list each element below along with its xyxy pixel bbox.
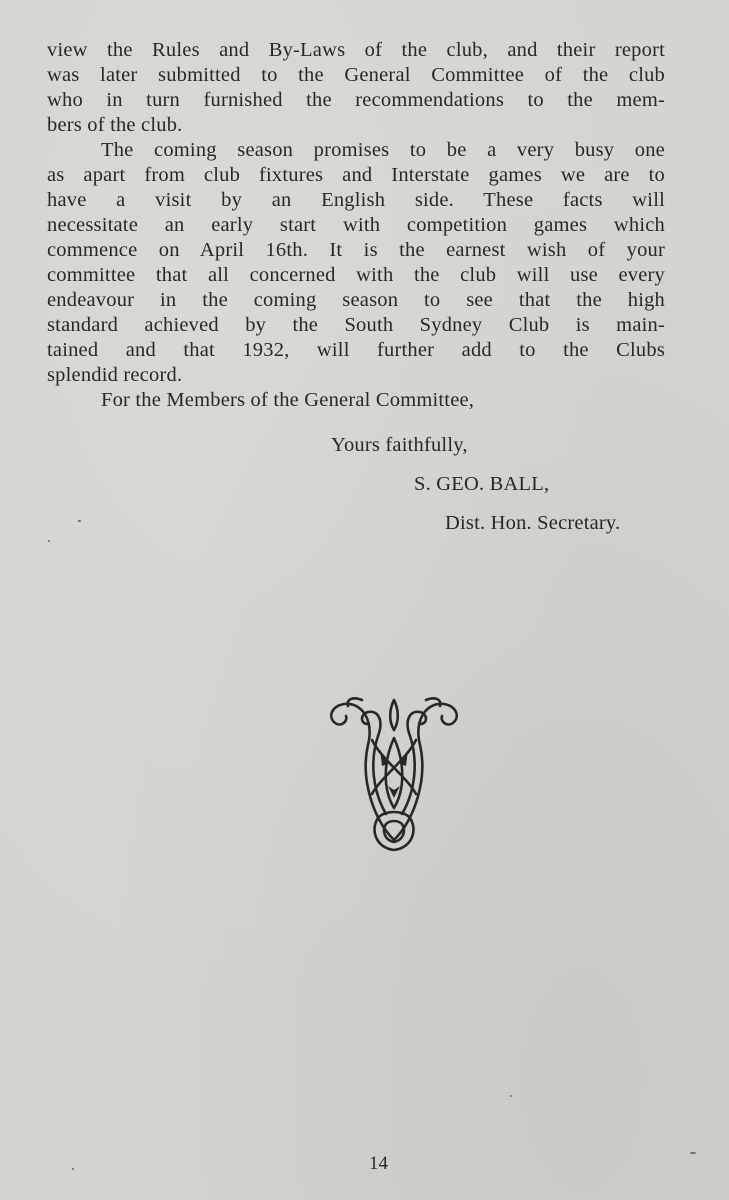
body-line: endeavour in the coming season to see that the high (47, 289, 665, 311)
body-line: as apart from club fixtures and Interstate games we are to (47, 164, 665, 186)
paper-speck (510, 1095, 512, 1097)
body-line: have a visit by an English side. These facts will (47, 189, 665, 211)
letter-body (47, 38, 665, 413)
art-nouveau-ornament-icon (322, 690, 466, 856)
committee-line: For the Members of the General Committee, (101, 389, 475, 411)
body-line: tained and that 1932, will further add to the Clubs (47, 339, 665, 361)
body-line: standard achieved by the South Sydney Club is main- (47, 314, 665, 336)
body-line: committee that all concerned with the club will use every (47, 264, 665, 286)
body-line: necessitate an early start with competition games which (47, 214, 665, 236)
body-line: view the Rules and By-Laws of the club, and their report (47, 39, 665, 61)
body-line: bers of the club. (47, 114, 183, 136)
signatory-name: S. GEO. BALL, (414, 473, 550, 495)
paper-speck (78, 520, 81, 522)
paper-speck (690, 1152, 696, 1154)
salutation: Yours faithfully, (331, 434, 468, 456)
body-line: The coming season promises to be a very busy one (101, 139, 665, 161)
signatory-title: Dist. Hon. Secretary. (445, 512, 621, 534)
body-line: splendid record. (47, 364, 183, 386)
paper-speck (72, 1168, 74, 1170)
paper-speck (48, 540, 50, 542)
page-number: 14 (369, 1153, 388, 1174)
body-line: commence on April 16th. It is the earnest wish of your (47, 239, 665, 261)
body-line: was later submitted to the General Committee of the club (47, 64, 665, 86)
body-line: who in turn furnished the recommendations to the mem- (47, 89, 665, 111)
